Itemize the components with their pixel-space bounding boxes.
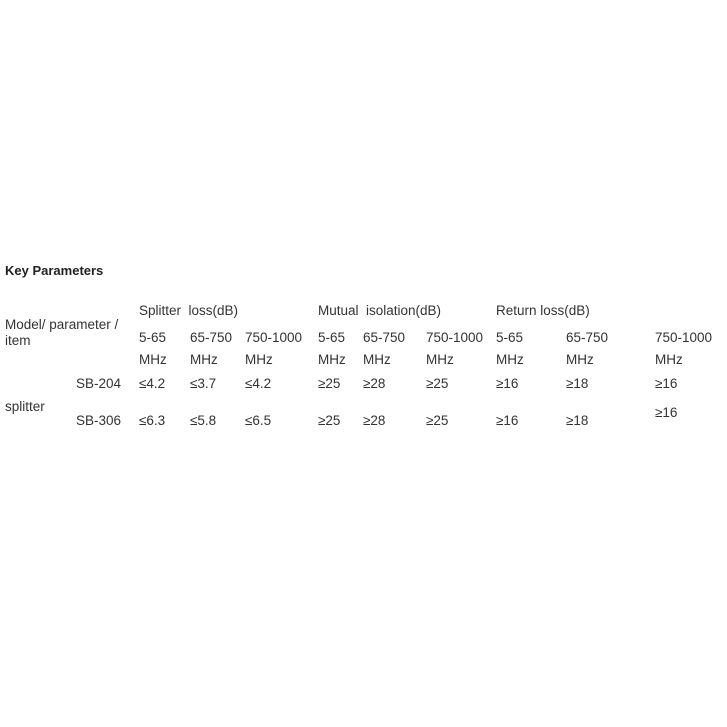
band-range: 5-65 (318, 330, 346, 345)
value-cell: ≤4.2 (139, 376, 166, 391)
value-cell: ≤5.8 (190, 413, 217, 428)
band-unit: MHz (655, 352, 683, 367)
band-unit: MHz (426, 352, 454, 367)
value-cell: ≥28 (363, 413, 386, 428)
band-range: 5-65 (139, 330, 167, 345)
value-cell: ≥25 (426, 376, 449, 391)
value-cell: ≤3.7 (190, 376, 217, 391)
band-range: 5-65 (496, 330, 524, 345)
value-cell: ≥25 (426, 413, 449, 428)
value-cell: ≤4.2 (245, 376, 272, 391)
band-range: 750-1000 (655, 330, 713, 345)
band-unit: MHz (245, 352, 273, 367)
value-cell: ≤6.5 (245, 413, 272, 428)
model-name: SB-204 (76, 376, 122, 391)
band-unit: MHz (139, 352, 167, 367)
value-cell: ≥16 (496, 413, 519, 428)
band-range: 750-1000 (245, 330, 303, 345)
value-cell: ≥16 (655, 405, 678, 420)
group-header-return-loss: Return loss(dB) (496, 303, 590, 318)
value-cell: ≥18 (566, 413, 589, 428)
band-unit: MHz (318, 352, 346, 367)
band-range: 65-750 (363, 330, 406, 345)
value-cell: ≥18 (566, 376, 589, 391)
band-unit: MHz (190, 352, 218, 367)
value-cell: ≥16 (655, 376, 678, 391)
band-unit: MHz (566, 352, 594, 367)
value-cell: ≥16 (496, 376, 519, 391)
group-header-mutual-isolation: Mutual isolation(dB) (318, 303, 442, 318)
category-label: splitter (5, 399, 45, 414)
band-unit: MHz (363, 352, 391, 367)
value-cell: ≤6.3 (139, 413, 166, 428)
value-cell: ≥25 (318, 376, 341, 391)
band-unit: MHz (496, 352, 524, 367)
group-header-splitter-loss: Splitter loss(dB) (139, 303, 239, 318)
value-cell: ≥28 (363, 376, 386, 391)
section-heading: Key Parameters (5, 263, 104, 278)
band-range: 750-1000 (426, 330, 484, 345)
row-header-label: Model/ parameter / item (5, 317, 119, 348)
band-range: 65-750 (190, 330, 233, 345)
band-range: 65-750 (566, 330, 609, 345)
value-cell: ≥25 (318, 413, 341, 428)
model-name: SB-306 (76, 413, 122, 428)
